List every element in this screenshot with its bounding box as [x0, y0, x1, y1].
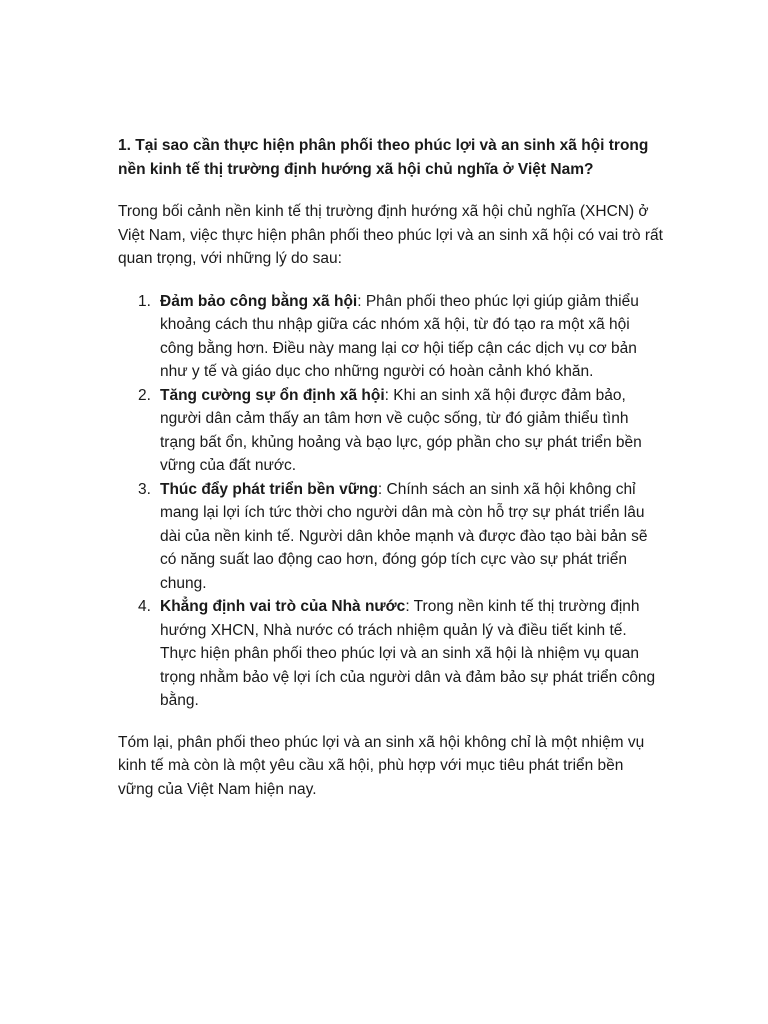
reasons-list: [118, 290, 663, 713]
list-item-number: 4.: [138, 598, 151, 615]
list-item: [118, 290, 663, 384]
intro-paragraph: Trong bối cảnh nền kinh tế thị trường định hướng xã hội chủ nghĩa (XHCN) ở Việt Nam, việc thực hiện phân phối theo phúc lợi và an sinh xã hội có vai trò rất quan trọng, với những lý do sau:: [118, 203, 663, 267]
list-item: [118, 384, 663, 478]
list-item-term: Đảm bảo công bằng xã hội: [160, 292, 358, 310]
list-item: [118, 478, 663, 596]
list-item-text: : Chính sách an sinh xã hội không chỉ mang lại lợi ích tức thời cho người dân mà còn hỗ trợ sự phát triển lâu dài của nền kinh tế. Người dân khỏe mạnh và được đào tạo bài bản sẽ có năng suất lao động cao hơn, đóng góp tích cực vào sự phát triển chung.: [160, 480, 648, 592]
document-page: [118, 134, 663, 820]
list-item-term: Thúc đẩy phát triển bền vững: [160, 480, 378, 498]
section-heading: 1. Tại sao cần thực hiện phân phối theo phúc lợi và an sinh xã hội trong nền kinh tế thị trường định hướng xã hội chủ nghĩa ở Việt Nam?: [118, 137, 649, 178]
list-item-term: Tăng cường sự ổn định xã hội: [160, 386, 385, 404]
list-item-number: 1.: [138, 292, 151, 310]
conclusion-paragraph: Tóm lại, phân phối theo phúc lợi và an sinh xã hội không chỉ là một nhiệm vụ kinh tế mà còn là một yêu cầu xã hội, phù hợp với mục tiêu phát triển bền vững của Việt Nam hiện nay.: [118, 733, 645, 798]
list-item-text: : Khi an sinh xã hội được đảm bảo, người dân cảm thấy an tâm hơn về cuộc sống, từ đó giảm thiểu tình trạng bất ổn, khủng hoảng và bạo lực, góp phần cho sự phát triển bền vững của đất nước.: [160, 386, 642, 474]
list-item-number: 3.: [138, 480, 151, 498]
list-item: [118, 595, 663, 713]
list-item-term: Khẳng định vai trò của Nhà nước: [160, 598, 406, 615]
list-item-text: : Trong nền kinh tế thị trường định hướng XHCN, Nhà nước có trách nhiệm quản lý và điều tiết kinh tế. Thực hiện phân phối theo phúc lợi và an sinh xã hội là nhiệm vụ quan trọng nhằm bảo vệ lợi ích của người dân và đảm bảo sự phát triển công bằng.: [160, 598, 656, 709]
list-item-text: : Phân phối theo phúc lợi giúp giảm thiểu khoảng cách thu nhập giữa các nhóm xã hội, từ đó tạo ra một xã hội công bằng hơn. Điều này mang lại cơ hội tiếp cận các dịch vụ cơ bản như y tế và giáo dục cho những người có hoàn cảnh khó khăn.: [160, 292, 639, 380]
list-item-number: 2.: [138, 386, 151, 404]
